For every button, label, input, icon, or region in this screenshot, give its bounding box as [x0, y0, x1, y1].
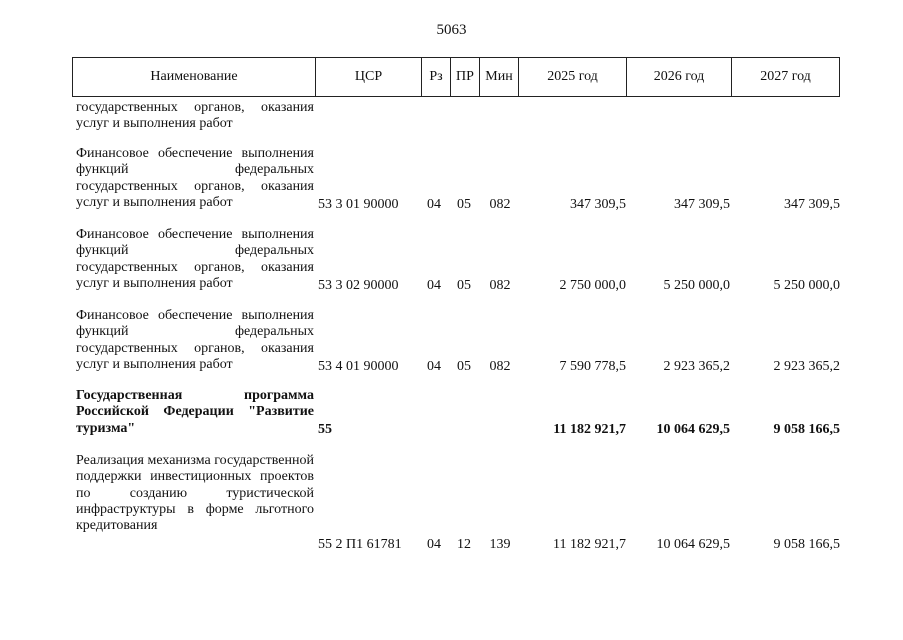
row-2026: 10 064 629,5	[656, 422, 730, 437]
row-pr: 05	[457, 197, 471, 212]
row-pr: 05	[457, 278, 471, 293]
row-2026: 2 923 365,2	[663, 359, 730, 374]
header-2026: 2026 год	[627, 58, 732, 96]
row-2027: 2 923 365,2	[773, 359, 840, 374]
row-2025: 7 590 778,5	[559, 359, 626, 374]
row-2025: 11 182 921,7	[553, 422, 626, 437]
page-number: 5063	[436, 22, 467, 38]
row-2025: 347 309,5	[570, 197, 626, 212]
row-name: Финансовое обеспечение выполнения функций федеральных государственных органов, оказания услуг и выполнения работ	[76, 146, 314, 210]
header-csr: ЦСР	[316, 58, 422, 96]
row-name: Реализация механизма государственной поддержки инвестиционных проектов по созданию туристической инфраструктуры в форме льготного кредитования	[76, 453, 314, 534]
row-rz: 04	[427, 278, 441, 293]
row-csr: 53 3 01 90000	[318, 197, 399, 212]
row-min: 082	[489, 197, 511, 212]
row-min: 082	[489, 278, 511, 293]
row-csr: 53 3 02 90000	[318, 278, 399, 293]
row-2026: 5 250 000,0	[663, 278, 730, 293]
row-pr: 05	[457, 359, 471, 374]
row-min: 082	[489, 359, 511, 374]
row-csr: 55 2 П1 61781	[318, 537, 402, 552]
row-csr: 53 4 01 90000	[318, 359, 399, 374]
table-header	[72, 57, 840, 97]
row-2026: 10 064 629,5	[656, 537, 730, 552]
row-name: Государственная программа Российской Федерации "Развитие туризма"	[76, 388, 314, 436]
row-2027: 5 250 000,0	[773, 278, 840, 293]
row-2027: 9 058 166,5	[773, 422, 840, 437]
row-name: государственных органов, оказания услуг и выполнения работ	[76, 100, 314, 132]
row-min: 139	[489, 537, 511, 552]
row-csr: 55	[318, 422, 332, 437]
header-rz: Рз	[422, 58, 451, 96]
row-rz: 04	[427, 197, 441, 212]
row-2025: 2 750 000,0	[559, 278, 626, 293]
row-rz: 04	[427, 359, 441, 374]
row-name: Финансовое обеспечение выполнения функций федеральных государственных органов, оказания услуг и выполнения работ	[76, 308, 314, 372]
row-name: Финансовое обеспечение выполнения функций федеральных государственных органов, оказания услуг и выполнения работ	[76, 227, 314, 291]
row-2027: 9 058 166,5	[773, 537, 840, 552]
row-pr: 12	[457, 537, 471, 552]
row-2027: 347 309,5	[784, 197, 840, 212]
header-2025: 2025 год	[519, 58, 627, 96]
row-2026: 347 309,5	[674, 197, 730, 212]
header-2027: 2027 год	[760, 69, 811, 84]
header-pr: ПР	[451, 58, 480, 96]
row-rz: 04	[427, 537, 441, 552]
header-name: Наименование	[73, 58, 316, 96]
row-2025: 11 182 921,7	[553, 537, 626, 552]
header-min: Мин	[480, 58, 519, 96]
